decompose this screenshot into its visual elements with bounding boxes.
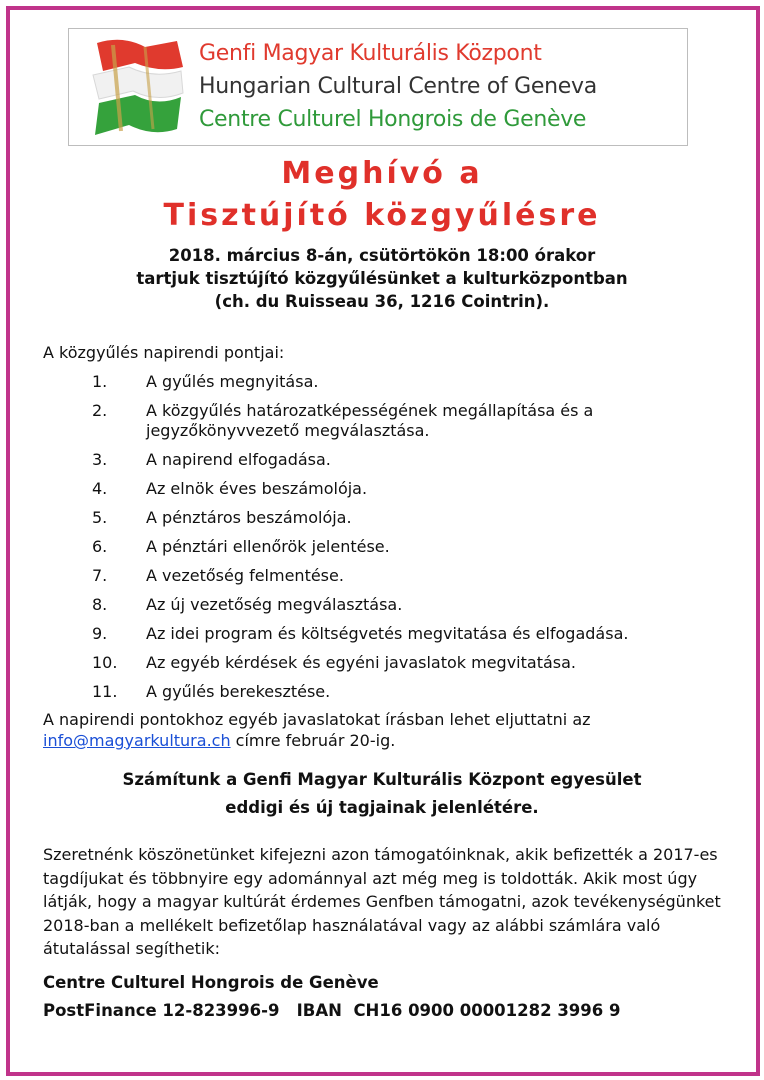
agenda-item-text: Az egyéb kérdések és egyéni javaslatok megvitatása. xyxy=(146,653,577,672)
agenda-item-text: A pénztári ellenőrök jelentése. xyxy=(146,537,390,556)
meeting-place-line: tartjuk tisztújító közgyűlésünket a kulturközpontban xyxy=(136,269,628,288)
agenda-item-number: 1. xyxy=(92,372,108,391)
bank-account-name: Centre Culturel Hongrois de Genève xyxy=(43,973,379,992)
bank-account-details: PostFinance 12-823996-9 IBAN CH16 0900 00001282 3996 9 xyxy=(43,1001,621,1020)
agenda-item-number: 11. xyxy=(92,682,118,701)
hungarian-flag-logo xyxy=(83,33,193,143)
meeting-address-line: (ch. du Ruisseau 36, 1216 Cointrin). xyxy=(214,292,550,311)
attendance-invitation xyxy=(0,766,764,822)
logo-title-hungarian: Genfi Magyar Kulturális Központ xyxy=(199,41,542,66)
agenda-item-number: 10. xyxy=(92,653,118,672)
proposals-deadline-text: címre február 20-ig. xyxy=(230,731,396,750)
proposals-note-text: A napirendi pontokhoz egyéb javaslatokat írásban lehet eljuttatni az xyxy=(43,710,591,729)
agenda-item-text: Az elnök éves beszámolója. xyxy=(146,479,368,498)
logo-title-english: Hungarian Cultural Centre of Geneva xyxy=(199,74,597,99)
agenda-heading: A közgyűlés napirendi pontjai: xyxy=(43,343,285,362)
invitation-title-line1: Meghívó a xyxy=(281,156,483,191)
agenda-item-text: A gyűlés megnyitása. xyxy=(146,372,319,391)
agenda-item-text: A napirend elfogadása. xyxy=(146,450,331,469)
agenda-item-number: 3. xyxy=(92,450,108,469)
agenda-item-number: 5. xyxy=(92,508,108,527)
logo-header xyxy=(68,28,688,146)
agenda-item-number: 4. xyxy=(92,479,108,498)
agenda-item-text: A közgyűlés határozatképességének megállapítása és a jegyzőkönyvvezető megválasztása. xyxy=(146,401,594,440)
invitation-title-line2: Tisztújító közgyűlésre xyxy=(163,198,601,233)
email-link[interactable]: info@magyarkultura.ch xyxy=(43,731,231,750)
agenda-item-number: 9. xyxy=(92,624,108,643)
agenda-item-text: A vezetőség felmentése. xyxy=(146,566,344,585)
agenda-item-number: 2. xyxy=(92,401,108,420)
attendance-line2: eddigi és új tagjainak jelenlétére. xyxy=(225,798,539,817)
proposals-note xyxy=(43,709,723,751)
meeting-date-line: 2018. március 8-án, csütörtökön 18:00 órakor xyxy=(168,246,596,265)
agenda-item-number: 6. xyxy=(92,537,108,556)
agenda-item-text: A pénztáros beszámolója. xyxy=(146,508,352,527)
agenda-item-number: 8. xyxy=(92,595,108,614)
attendance-line1: Számítunk a Genfi Magyar Kulturális Központ egyesület xyxy=(122,770,642,789)
agenda-item-text: Az új vezetőség megválasztása. xyxy=(146,595,403,614)
logo-title-french: Centre Culturel Hongrois de Genève xyxy=(199,107,587,132)
thanks-paragraph: Szeretnénk köszönetünket kifejezni azon támogatóinknak, akik befizették a 2017-es tagdíjukat és többnyire egy adománnyal azt még meg is toldották. Akik most úgy látják, hogy a magyar kultúrát érdemes Genfben támogatni, azok tevékenységünket 2018-ban a mellékelt befizetőlap használatával vagy az alábbi számlára való átutalással segíthetik: xyxy=(43,845,721,958)
agenda-item-number: 7. xyxy=(92,566,108,585)
agenda-item-text: Az idei program és költségvetés megvitatása és elfogadása. xyxy=(146,624,629,643)
meeting-details xyxy=(0,244,764,313)
agenda-item-text: A gyűlés berekesztése. xyxy=(146,682,331,701)
